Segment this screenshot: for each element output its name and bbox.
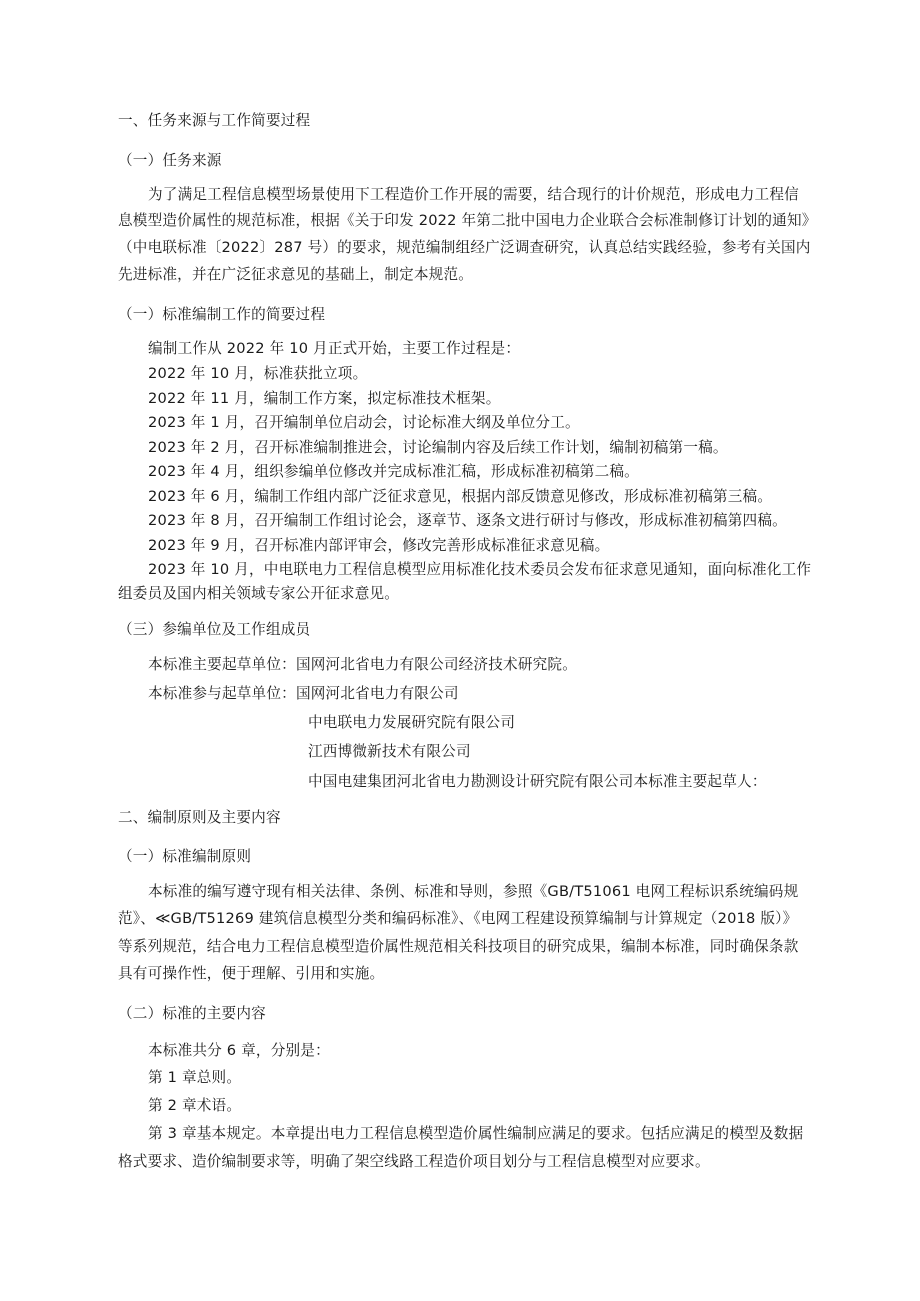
paragraph-line: 范》、≪GB/T51269 建筑信息模型分类和编码标准》、《电网工程建设预算编制与计算规定（2018 版）》 xyxy=(118,910,798,927)
participating-unit: 中电联电力发展研究院有限公司 xyxy=(308,714,516,731)
chapter-item-continuation: 格式要求、造价编制要求等，明确了架空线路工程造价项目划分与工程信息模型对应要求。 xyxy=(118,1153,710,1170)
participating-units: 本标准参与起草单位：国网河北省电力有限公司 xyxy=(148,685,459,702)
process-item: 2022 年 11 月，编制工作方案，拟定标准技术框架。 xyxy=(148,390,501,407)
paragraph-line: 具有可操作性，便于理解、引用和实施。 xyxy=(118,965,385,982)
process-item: 2023 年 6 月，编制工作组内部广泛征求意见，根据内部反馈意见修改，形成标准初稿第三稿。 xyxy=(148,488,773,505)
process-item: 2022 年 10 月，标准获批立项。 xyxy=(148,365,368,382)
subsection-content-heading: （二）标准的主要内容 xyxy=(118,1005,266,1022)
subsection-units-heading: （三）参编单位及工作组成员 xyxy=(118,621,311,638)
process-item-continuation: 组委员及国内相关领域专家公开征求意见。 xyxy=(118,585,400,602)
paragraph-line: 先进标准，并在广泛征求意见的基础上，制定本规范。 xyxy=(118,266,474,283)
paragraph-line: 为了满足工程信息模型场景使用下工程造价工作开展的需要，结合现行的计价规范，形成电力工程信 xyxy=(148,186,799,203)
participating-unit: 中国电建集团河北省电力勘测设计研究院有限公司本标准主要起草人： xyxy=(308,773,767,790)
main-drafting-unit: 本标准主要起草单位：国网河北省电力有限公司经济技术研究院。 xyxy=(148,656,578,673)
process-item: 2023 年 10 月，中电联电力工程信息模型应用标准化技术委员会发布征求意见通知，面向标准化工作 xyxy=(148,561,812,578)
participating-unit: 江西博微新技术有限公司 xyxy=(308,743,471,760)
paragraph-line: 本标准的编写遵守现有相关法律、条例、标准和导则，参照《GB/T51061 电网工程标识系统编码规 xyxy=(148,883,799,900)
section-2-heading: 二、编制原则及主要内容 xyxy=(118,809,281,826)
process-item: 2023 年 9 月，召开标准内部评审会，修改完善形成标准征求意见稿。 xyxy=(148,537,610,554)
process-item: 2023 年 8 月，召开编制工作组讨论会，逐章节、逐条文进行研讨与修改，形成标准初稿第四稿。 xyxy=(148,512,787,529)
subsection-principle-heading: （一）标准编制原则 xyxy=(118,848,252,865)
process-intro: 编制工作从 2022 年 10 月正式开始，主要工作过程是： xyxy=(148,340,521,357)
subsection-task-source-heading: （一）任务来源 xyxy=(118,152,222,169)
paragraph-line: 息模型造价属性的规范标准，根据《关于印发 2022 年第二批中国电力企业联合会标准制修订计划的通知》 xyxy=(118,212,817,229)
paragraph-line: （中电联标准〔2022〕287 号）的要求，规范编制组经广泛调查研究，认真总结实践经验，参考有关国内 xyxy=(118,239,811,256)
section-1-heading: 一、任务来源与工作简要过程 xyxy=(118,112,311,129)
chapter-item: 第 2 章术语。 xyxy=(148,1097,242,1114)
content-intro: 本标准共分 6 章，分别是： xyxy=(148,1042,330,1059)
chapter-item: 第 3 章基本规定。本章提出电力工程信息模型造价属性编制应满足的要求。包括应满足的模型及数据 xyxy=(148,1125,804,1142)
chapter-item: 第 1 章总则。 xyxy=(148,1069,242,1086)
process-item: 2023 年 4 月，组织参编单位修改并完成标准汇稿，形成标准初稿第二稿。 xyxy=(148,463,639,480)
process-item: 2023 年 1 月，召开编制单位启动会，讨论标准大纲及单位分工。 xyxy=(148,414,580,431)
process-item: 2023 年 2 月，召开标准编制推进会，讨论编制内容及后续工作计划，编制初稿第一稿。 xyxy=(148,439,728,456)
paragraph-line: 等系列规范，结合电力工程信息模型造价属性规范相关科技项目的研究成果，编制本标准，同时确保条款 xyxy=(118,938,799,955)
subsection-process-heading: （一）标准编制工作的简要过程 xyxy=(118,306,326,323)
